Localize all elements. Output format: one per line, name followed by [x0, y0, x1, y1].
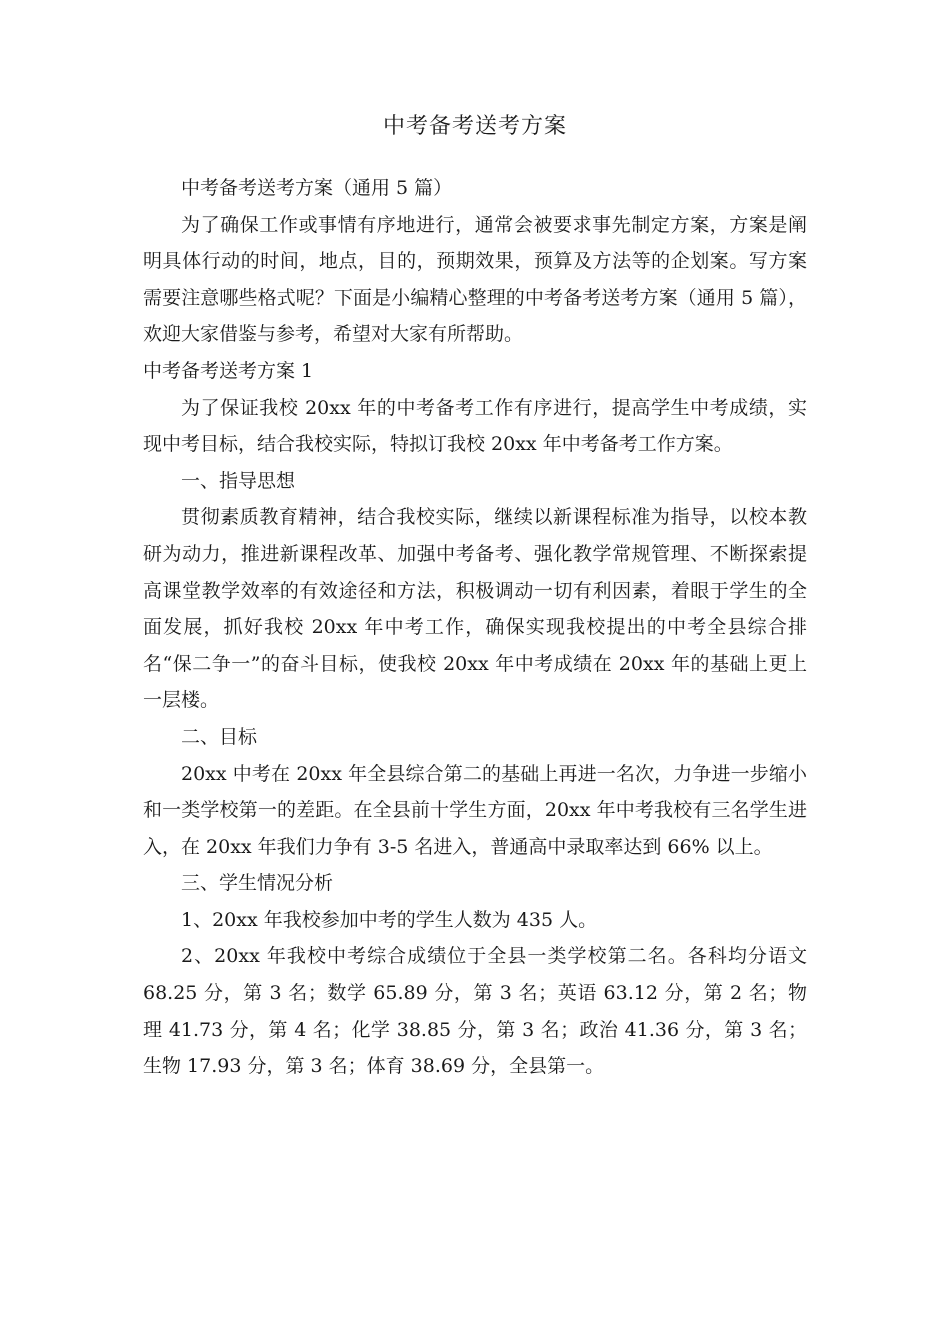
paragraph-plan-1-intro: 为了保证我校 20xx 年的中考备考工作有序进行，提高学生中考成绩，实现中考目标，结合我校实际，特拟订我校 20xx 年中考备考工作方案。	[143, 396, 807, 456]
heading-guiding-thought: 一、指导思想	[181, 469, 296, 492]
heading-student-analysis: 三、学生情况分析	[181, 872, 334, 895]
paragraph-student-count: 1、20xx 年我校参加中考的学生人数为 435 人。	[181, 908, 598, 931]
heading-goal: 二、目标	[181, 725, 258, 748]
paragraph-guiding-thought: 贯彻素质教育精神，结合我校实际，继续以新课程标准为指导，以校本教研为动力，推进新课程改革、加强中考备考、强化教学常规管理、不断探索提高课堂教学效率的有效途径和方法，积极调动一切有利因素，着眼于学生的全面发展，抓好我校 20xx 年中考工作，确保实现我校提出的中考全县综合排名“保二争一”的奋斗目标，使我校 20xx 年中考成绩在 20xx 年的基础上更上一层楼。	[143, 506, 807, 712]
paragraph-subtitle: 中考备考送考方案（通用 5 篇）	[181, 177, 453, 199]
section-heading-plan-1: 中考备考送考方案 1	[143, 359, 314, 382]
paragraph-goal: 20xx 中考在 20xx 年全县综合第二的基础上再进一名次，力争进一步缩小和一类学校第一的差距。在全县前十学生方面，20xx 年中考我校有三名学生进入，在 20xx 年我们力争有 3-5 名进入，普通高中录取率达到 66% 以上。	[143, 762, 807, 858]
document-title: 中考备考送考方案	[382, 114, 567, 139]
document-body	[143, 170, 807, 1085]
paragraph-score-analysis: 2、20xx 年我校中考综合成绩位于全县一类学校第二名。各科均分语文 68.25 分，第 3 名；数学 65.89 分，第 3 名；英语 63.12 分，第 2 名；物理 41.73 分，第 4 名；化学 38.85 分，第 3 名；政治 41.36 分，第 3 名；生物 17.93 分，第 3 名；体育 38.69 分，全县第一。	[143, 945, 807, 1078]
paragraph-intro: 为了确保工作或事情有序地进行，通常会被要求事先制定方案，方案是阐明具体行动的时间，地点，目的，预期效果，预算及方法等的企划案。写方案需要注意哪些格式呢？下面是小编精心整理的中考备考送考方案（通用 5 篇），欢迎大家借鉴与参考，希望对大家有所帮助。	[143, 213, 807, 346]
